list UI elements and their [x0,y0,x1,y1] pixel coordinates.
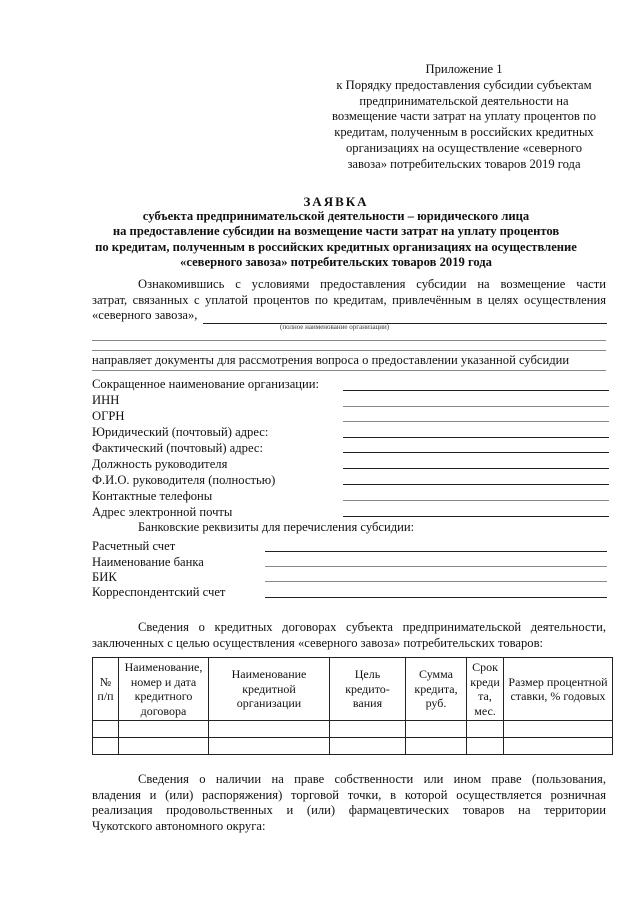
table-cell[interactable] [330,721,406,738]
field-label-actual-address: Фактический (почтовый) адрес: [92,441,263,455]
credits-line: заключенных с целью осуществления «северного завоза» потребительских товаров: [92,635,544,650]
bank-requisites-title: Банковские реквизиты для перечисления субсидии: [138,520,415,534]
table-cell[interactable] [406,738,467,755]
document-title [62,194,610,270]
title-main: ЗАЯВКА [303,194,369,209]
table-cell[interactable] [119,738,209,755]
title-line: субъекта предпринимательской деятельности – юридического лица [142,209,530,224]
table-cell[interactable] [209,721,330,738]
organization-name-hint: (полное наименование организации) [280,323,390,331]
field-label-manager-name: Ф.И.О. руководителя (полностью) [92,473,276,487]
bank-label-bik: БИК [92,570,117,584]
field-line-manager-name[interactable] [343,484,609,485]
table-cell[interactable] [119,721,209,738]
field-label-short-name: Сокращенное наименование организации: [92,377,320,391]
field-line-actual-address[interactable] [343,452,609,453]
header-amount: Сумма кредита, руб. [406,658,467,721]
field-label-legal-address: Юридический (почтовый) адрес: [92,425,269,439]
bank-line-corr-account[interactable] [265,597,607,598]
appendix-line: кредитам, полученным в российских кредитных [334,125,594,140]
ownership-line: владения и (или) распоряжения) торговой точки, в которой осуществляется розничная [92,787,606,802]
field-line-legal-address[interactable] [343,437,609,438]
appendix-line: к Порядку предоставления субсидии субъектам [336,77,592,92]
table-row [93,738,613,755]
appendix-line: предпринимательской деятельности на [359,93,569,108]
table-header-row [93,658,613,721]
header-purpose: Цель кредито-вания [330,658,406,721]
ownership-line: Чукотского автономного округа: [92,818,266,833]
field-label-ogrn: ОГРН [92,409,125,423]
header-term: Срок креди та, мес. [467,658,504,721]
bank-line-account[interactable] [265,551,607,552]
field-label-inn: ИНН [92,393,120,407]
header-number: № п/п [93,658,119,721]
table-cell[interactable] [504,721,613,738]
field-line-phones[interactable] [343,500,609,501]
title-line: «северного завоза» потребительских товаров 2019 года [180,254,492,269]
intro-line: «северного завоза», [92,308,198,323]
ownership-line: реализация продовольственных и (или) фармацевтических товаров на территории [92,803,606,818]
field-line-short-name[interactable] [343,390,609,391]
bank-label-bank-name: Наименование банка [92,555,204,569]
field-line-email[interactable] [343,516,609,517]
field-label-manager-position: Должность руководителя [92,457,228,471]
credit-agreements-table [92,657,613,755]
organization-name-line-2[interactable] [92,340,606,341]
field-label-email: Адрес электронной почты [92,505,233,519]
bank-line-bik[interactable] [265,581,607,582]
header-organization: Наименование кредитной организации [209,658,330,721]
intro-line: Ознакомившись с условиями предоставления субсидии на возмещение части [138,277,606,291]
table-cell[interactable] [93,738,119,755]
table-cell[interactable] [467,738,504,755]
ownership-paragraph [92,772,606,834]
intro-paragraph [92,277,606,324]
header-agreement: Наименование, номер и дата кредитного договора [119,658,209,721]
table-row [93,721,613,738]
title-line: по кредитам, полученным в российских кредитных организациях на осуществление [95,239,577,254]
appendix-header [318,62,610,173]
appendix-line: возмещение части затрат на уплату процентов по [331,109,597,124]
table-cell[interactable] [330,738,406,755]
field-line-inn[interactable] [343,406,609,407]
appendix-line: Приложение 1 [425,62,503,76]
table-cell[interactable] [504,738,613,755]
table-cell[interactable] [406,721,467,738]
bank-label-corr-account: Корреспондентский счет [92,585,226,599]
title-line: на предоставление субсидии на возмещение части затрат на уплату процентов [112,224,560,239]
sends-documents-text: направляет документы для рассмотрения вопроса о предоставлении указанной субсидии [92,353,570,367]
table-cell[interactable] [209,738,330,755]
field-label-phones: Контактные телефоны [92,489,213,503]
separator-line [92,370,606,371]
credits-line: Сведения о кредитных договорах субъекта предпринимательской деятельности, [138,620,606,634]
credits-paragraph [92,620,606,651]
field-line-ogrn[interactable] [343,421,609,422]
table-cell[interactable] [467,721,504,738]
organization-name-line[interactable] [203,323,607,324]
bank-label-account: Расчетный счет [92,539,176,553]
ownership-line: Сведения о наличии на праве собственности или ином праве (пользования, [138,772,606,786]
intro-line: затрат, связанных с уплатой процентов по кредитам, привлечённым в целях осуществления [92,292,606,307]
table-cell[interactable] [93,721,119,738]
organization-name-line-3[interactable] [92,350,606,351]
appendix-line: организациях на осуществление «северного [345,140,583,155]
field-line-manager-position[interactable] [343,468,609,469]
bank-line-bank-name[interactable] [265,566,607,567]
header-rate: Размер процентной ставки, % годовых [504,658,613,721]
appendix-line: завоза» потребительских товаров 2019 года [347,156,581,171]
